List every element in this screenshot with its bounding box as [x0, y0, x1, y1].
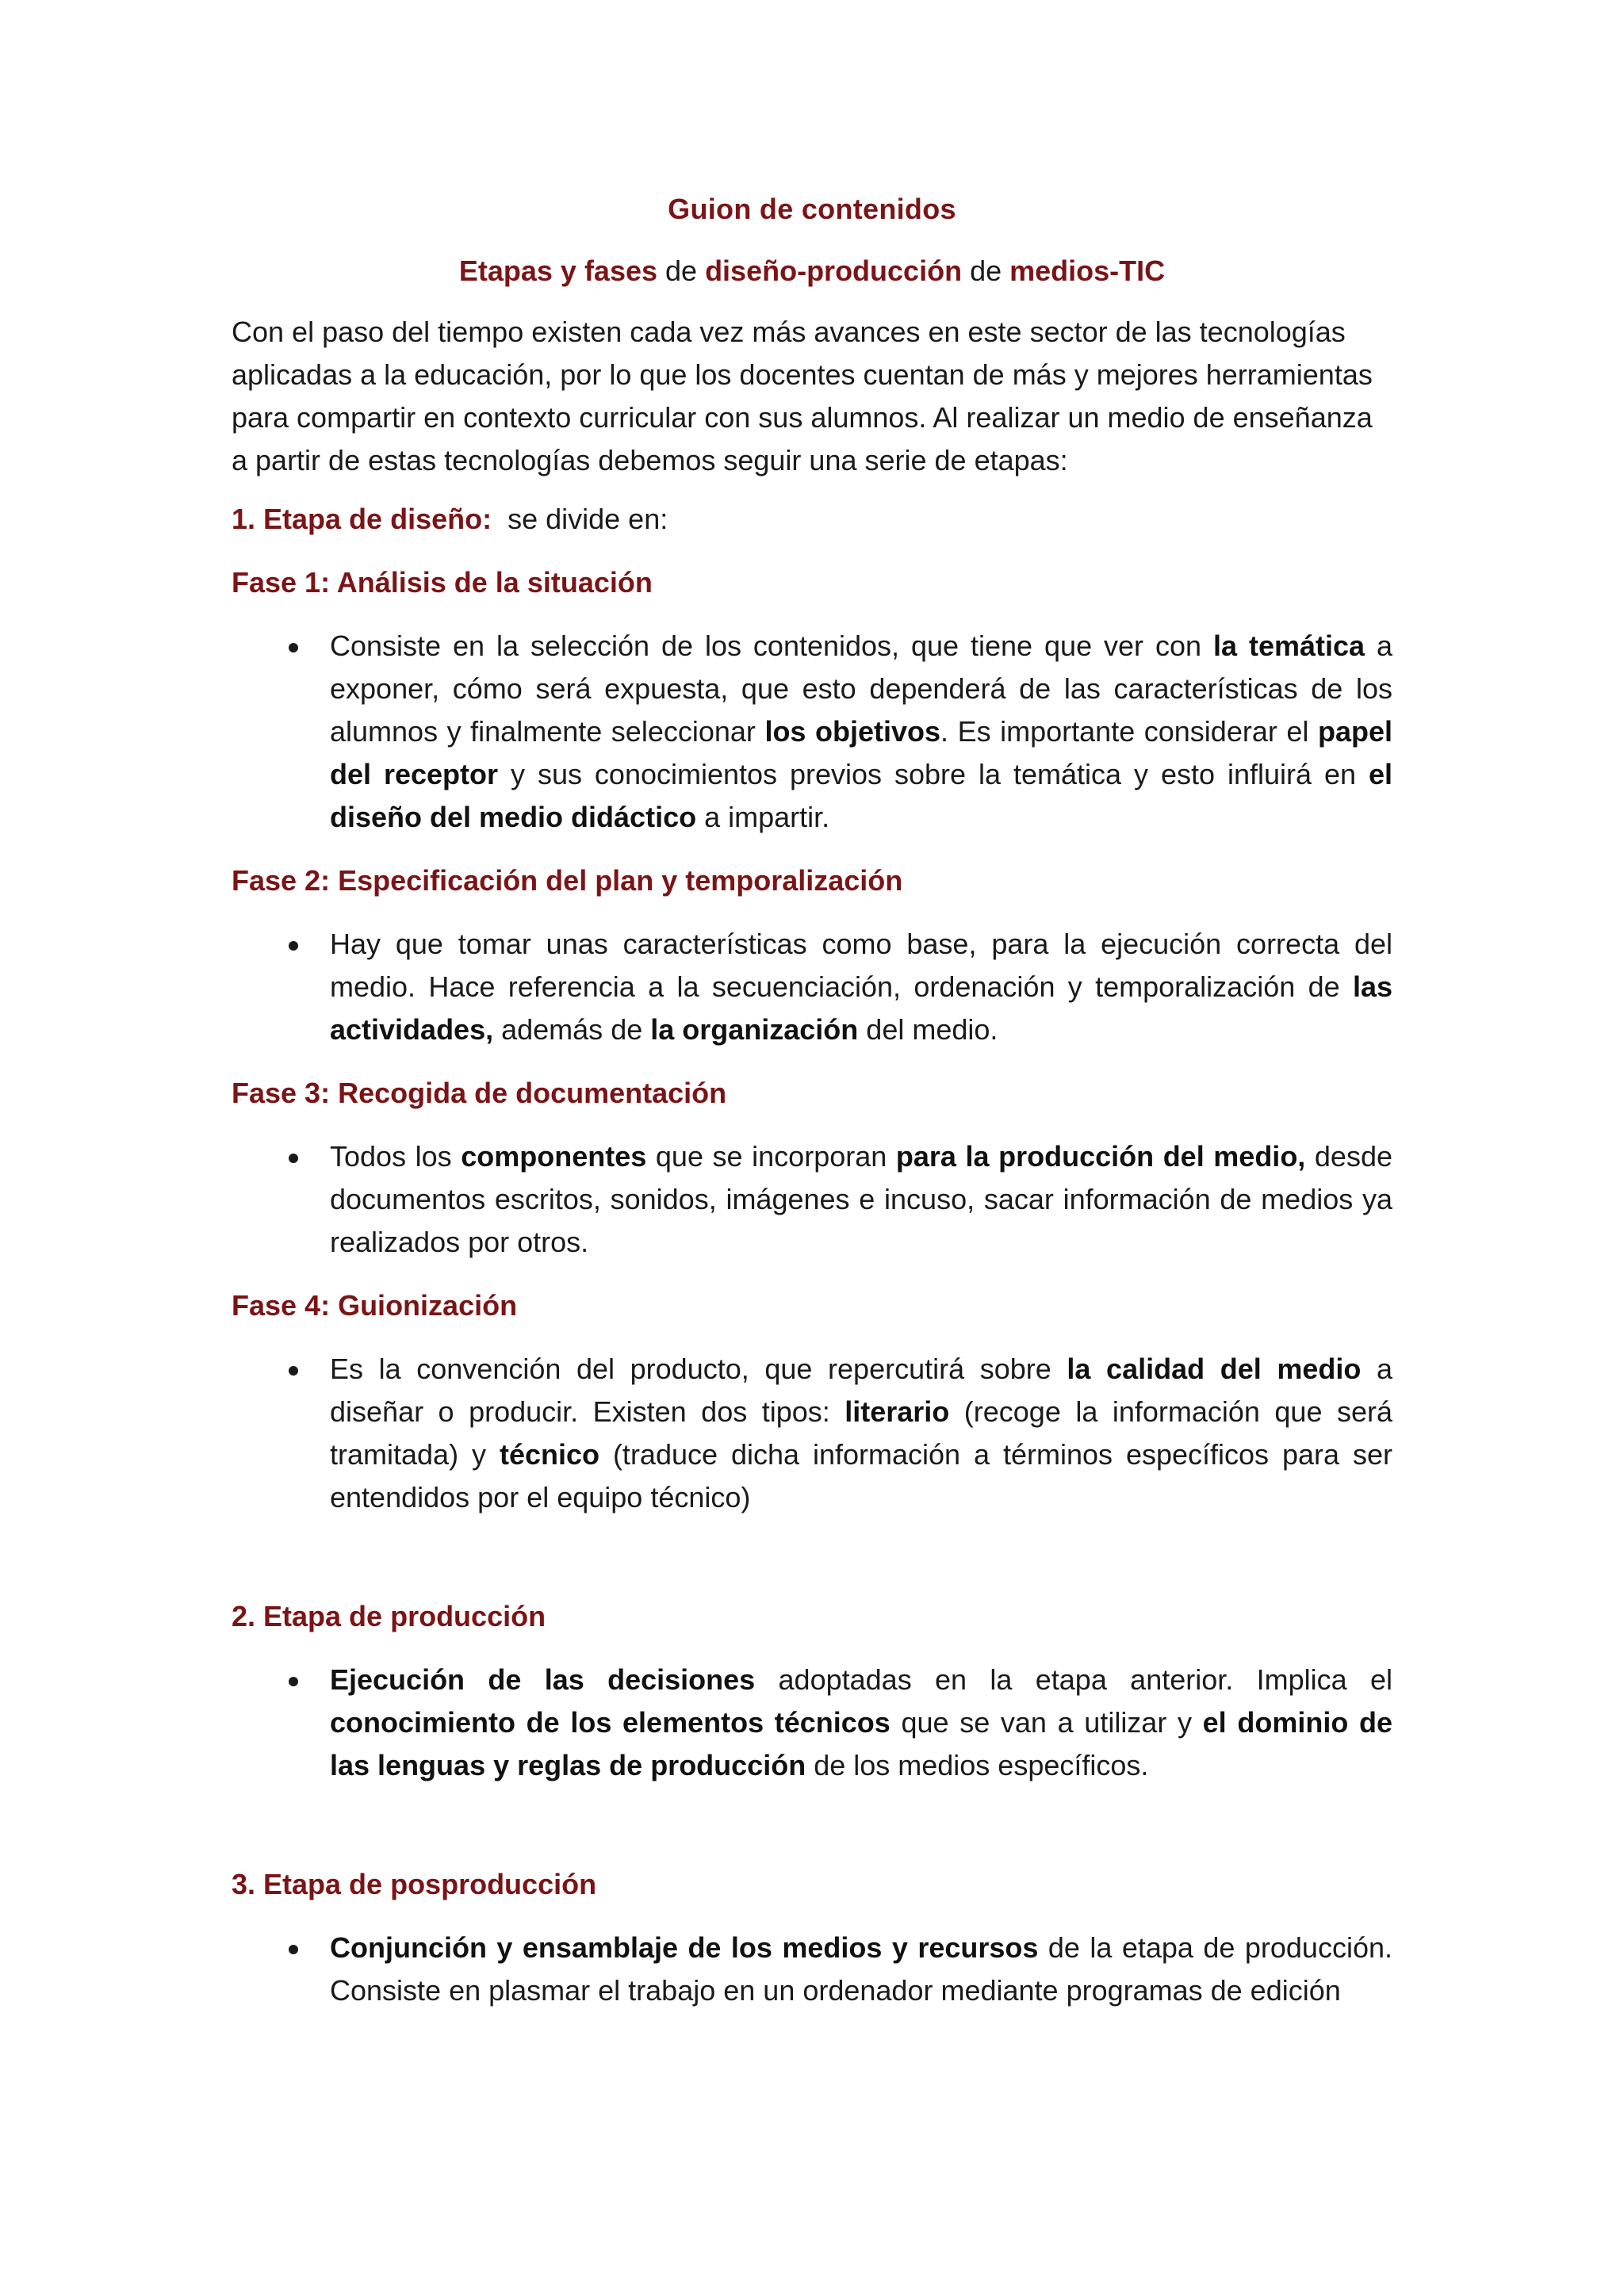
bullet-text: a impartir. [696, 801, 830, 833]
bullet-text: del medio. [858, 1013, 998, 1046]
bullet-bold-text: Conjunción y ensamblaje de los medios y recursos [330, 1931, 1039, 1964]
subtitle-connector: de [962, 254, 1010, 287]
bullet-text: . Es importante considerar el [940, 715, 1318, 748]
bullet-text: a diseñar o producir. Existen dos tipos: [330, 1353, 1392, 1428]
bullet-dot-icon [289, 1945, 298, 1954]
bullet-text: (traduce dicha información a términos específicos para ser entendidos por el equipo técnico) [330, 1438, 1392, 1513]
bullet-text: que se incorporan [646, 1140, 896, 1173]
bullet-bold-text: la organización [650, 1013, 859, 1046]
bullet-bold-text: técnico [499, 1438, 599, 1471]
phase-3-heading: Fase 3: Recogida de documentación [232, 1077, 727, 1109]
subtitle-part-etapas: Etapas y fases [458, 254, 658, 287]
bullet-bold-text: componentes [461, 1140, 647, 1173]
stage-1-rest: se divide en: [492, 503, 668, 535]
bullet-bold-text: el dominio de las lenguas y reglas de producción [330, 1706, 1392, 1781]
stage-1-heading [232, 498, 1392, 541]
subtitle-connector: de [657, 254, 706, 287]
bullet-bold-text: los objetivos [764, 715, 941, 748]
document-subtitle [232, 246, 1392, 297]
phase-2-heading: Fase 2: Especificación del plan y temporalización [232, 864, 903, 897]
document-body [232, 184, 1392, 2012]
bullet-bold-text: el diseño del medio didáctico [330, 758, 1392, 833]
bullet-text: desde documentos escritos, sonidos, imágenes e incuso, sacar información de medios ya realizados por otros. [330, 1140, 1392, 1258]
stage-1-title: 1. Etapa de diseño: [232, 503, 492, 535]
stage-2-heading: 2. Etapa de producción [232, 1600, 546, 1632]
bullet-bold-text: las actividades, [330, 970, 1392, 1046]
intro-paragraph: Con el paso del tiempo existen cada vez más avances en este sector de las tecnologías aplicadas a la educación, por lo que los docentes cuentan de más y mejores herramientas para compartir en contexto curricular con sus alumnos. Al realizar un medio de enseñanza a partir de estas tecnologías debemos seguir una serie de etapas: [232, 316, 1373, 476]
bullet-text: (recoge la información que será tramitada) y [330, 1395, 1392, 1471]
stage-3-heading: 3. Etapa de posproducción [232, 1868, 597, 1900]
bullet-text: Todos los [330, 1140, 462, 1173]
subtitle-part-diseno: diseño-producción [705, 254, 963, 287]
bullet-bold-text: la temática [1212, 629, 1365, 662]
bullet-text: de la etapa de producción. Consiste en plasmar el trabajo en un ordenador mediante programas de edición [330, 1931, 1392, 2007]
bullet-text: adoptadas en la etapa anterior. Implica el [755, 1663, 1392, 1696]
bullet-dot-icon [289, 941, 298, 951]
phase-3-bullet [232, 1135, 1392, 1264]
bullet-dot-icon [289, 1366, 298, 1376]
bullet-bold-text: para la producción del medio, [895, 1140, 1306, 1173]
phase-4-heading: Fase 4: Guionización [232, 1289, 518, 1322]
stage-2-bullet [232, 1659, 1392, 1787]
phase-2-bullet [232, 923, 1392, 1051]
bullet-text: que se van a utilizar y [890, 1706, 1203, 1739]
subtitle-part-medios: medios-TIC [1009, 254, 1166, 287]
bullet-bold-text: Ejecución de las decisiones [330, 1663, 756, 1696]
phase-1-bullet [232, 625, 1392, 839]
phase-4-bullet [232, 1348, 1392, 1519]
bullet-dot-icon [289, 1154, 298, 1163]
stage-3-bullet [232, 1927, 1392, 2012]
bullet-bold-text: conocimiento de los elementos técnicos [330, 1706, 891, 1739]
bullet-bold-text: literario [845, 1395, 950, 1428]
bullet-text: y sus conocimientos previos sobre la temática y esto influirá en [498, 758, 1369, 790]
bullet-text: a exponer, cómo será expuesta, que esto dependerá de las características de los alumnos y finalmente seleccionar [330, 629, 1392, 748]
bullet-dot-icon [289, 643, 298, 652]
bullet-text: Es la convención del producto, que repercutirá sobre [330, 1353, 1067, 1385]
bullet-text: Consiste en la selección de los contenidos, que tiene que ver con [330, 629, 1213, 662]
bullet-text: Hay que tomar unas características como base, para la ejecución correcta del medio. Hace referencia a la secuenciación, ordenación y temporalización de [330, 928, 1392, 1003]
bullet-bold-text: la calidad del medio [1067, 1353, 1362, 1385]
document-title: Guion de contenidos [668, 193, 956, 225]
bullet-text: además de [493, 1013, 651, 1046]
phase-1-heading: Fase 1: Análisis de la situación [232, 566, 653, 599]
bullet-dot-icon [289, 1677, 298, 1686]
bullet-bold-text: papel del receptor [330, 715, 1392, 790]
bullet-text: de los medios específicos. [806, 1749, 1149, 1781]
